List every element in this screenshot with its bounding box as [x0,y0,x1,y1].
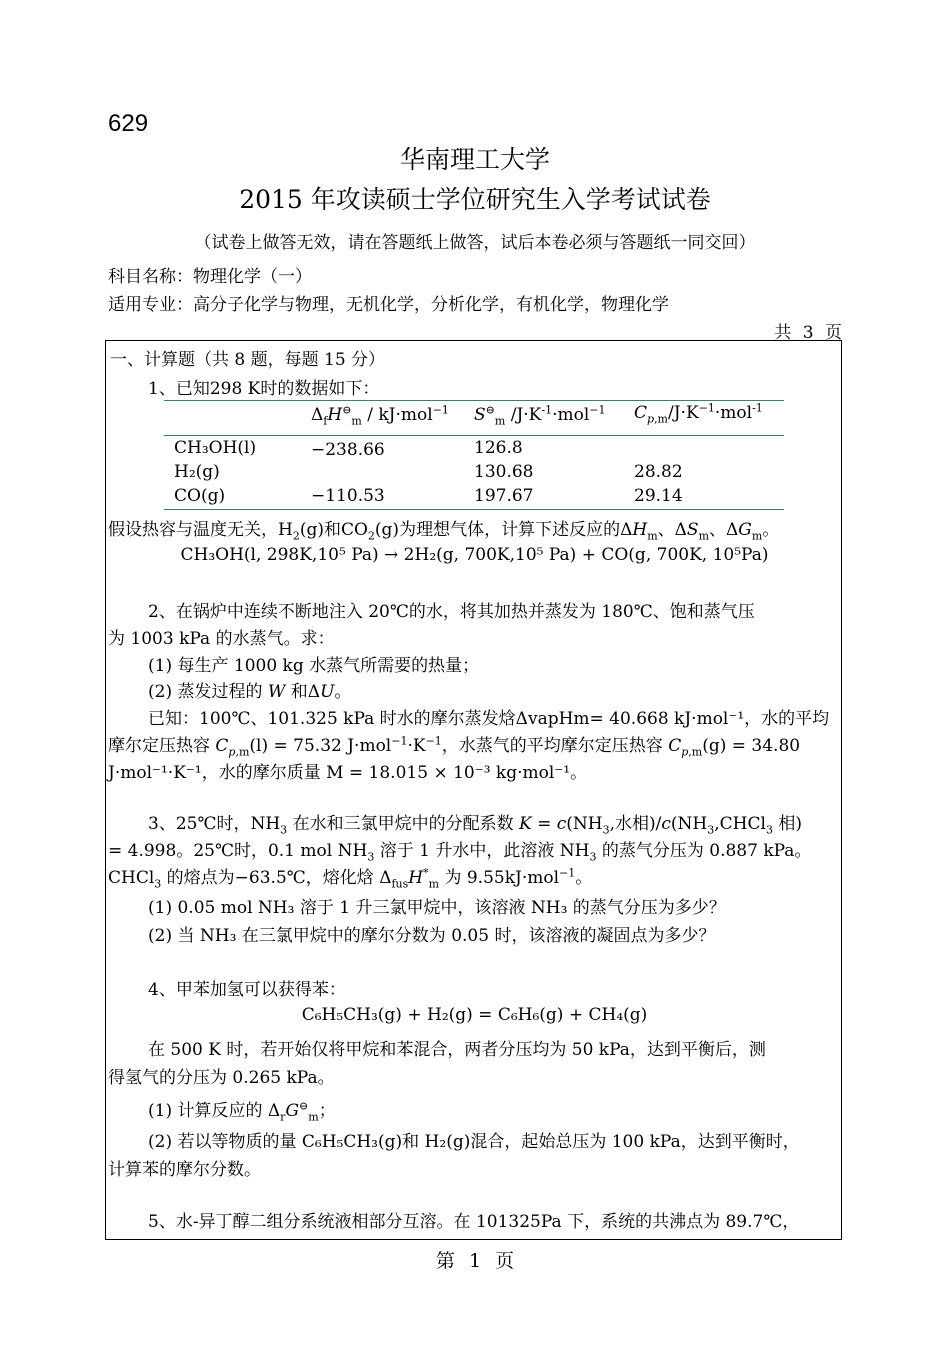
table-header-rule [164,435,784,436]
table-cell: CH₃OH(l) [174,438,257,458]
q4-subquestion: (2) 若以等物质的量 C₆H₅CH₃(g)和 H₂(g)混合，起始总压为 100 kPa，达到平衡时， [148,1132,800,1152]
applicable-majors: 适用专业：高分子化学与物理，无机化学，分析化学，有机化学，物理化学 [108,295,669,315]
q2-subquestion: (1) 每生产 1000 kg 水蒸气所需要的热量； [148,656,480,676]
q2-paragraph: 为 1003 kPa 的水蒸气。求： [108,629,335,649]
table-cell: 29.14 [634,486,683,506]
table-cell: CO(g) [174,486,226,506]
university-name: 华南理工大学 [399,145,550,174]
q2-subquestion: (2) 蒸发过程的 W 和ΔU。 [148,682,352,702]
q4-subquestion: (1) 计算反应的 $\Delta_rG^⊖_m$； [148,1099,336,1124]
table-cell: H₂(g) [174,462,220,482]
q3-subquestion: (2) 当 NH₃ 在三氯甲烷中的摩尔分数为 0.05 时，该溶液的凝固点为多少？ [148,926,716,946]
table-cell: 130.68 [474,462,534,482]
q2-paragraph: 2、在锅炉中连续不断地注入 20℃的水，将其加热并蒸发为 180℃、饱和蒸气压 [148,602,755,622]
subject-name: 科目名称：物理化学（一） [108,267,312,287]
table-bottom-rule [164,509,784,510]
q3-paragraph: 3、25℃时，$NH_3$ 在水和三氯甲烷中的分配系数 $K = c(NH_3$,水相)$/c(NH_3,CHCl_3$ 相) [148,814,802,837]
q2-given: J·mol⁻¹·K⁻¹，水的摩尔质量 M = 18.015 × 10⁻³ kg·mol⁻¹。 [108,763,588,783]
q1-intro: 1、已知298 K时的数据如下： [148,379,380,399]
question-box [105,340,842,1240]
table-cell: 126.8 [474,438,523,458]
table-cell: 197.67 [474,486,534,506]
q2-given: 已知：100℃、101.325 kPa 时水的摩尔蒸发焓ΔvapHm= 40.668 kJ·mol⁻¹，水的平均 [148,709,830,729]
total-pages: 共 3 页 [774,323,842,343]
q2-given: 摩尔定压热容 $C_{p,m}(l) = 75.32$ $J\cdot mol^{-1}\cdot K^{-1}$，水蒸气的平均摩尔定压热容 $C_{p,m}(g) = 34.80$ [108,734,801,759]
table-cell: −238.66 [311,440,385,460]
q3-subquestion: (1) 0.05 mol NH₃ 溶于 1 升三氯甲烷中，该溶液 NH₃ 的蒸气分压为多少？ [148,898,726,918]
col-header-enthalpy: $\Delta_fH^⊖_m / kJ\cdot mol^{-1}$ [311,403,449,428]
q3-paragraph: CHCl$_3$ 的熔点为−63.5℃，熔化焓 $\Delta_{fus}H^*_m$ 为 9.55kJ·mol$^{-1}$。 [108,866,593,891]
page-number: 第 1 页 [435,1250,515,1272]
col-header-heat-capacity: $C_{p,m}/J\cdot K^{-1}\cdot mol^{-1}$ [634,401,763,426]
q1-reaction: CH₃OH(l, 298K,10⁵ Pa) → 2H₂(g, 700K,10⁵ Pa) + CO(g, 700K, 10⁵Pa) [180,545,769,565]
q5-paragraph: 5、水-异丁醇二组分系统液相部分互溶。在 101325Pa 下，系统的共沸点为 89.7℃， [148,1212,800,1232]
col-header-entropy: $S^⊖_m$ $/J\cdot K^{-1}\cdot mol^{-1}$ [474,403,606,428]
table-top-rule [164,400,784,401]
q1-assumption: 假设热容与温度无关，$H_2(g)$和$CO_2(g)$为理想气体，计算下述反应的$\Delta H_m$、$\Delta S_m$、$\Delta G_m$。 [108,520,780,543]
q4-paragraph: 在 500 K 时，若开始仅将甲烷和苯混合，两者分压均为 50 kPa，达到平衡后，测 [148,1040,766,1060]
exam-note: （试卷上做答无效，请在答题纸上做答，试后本卷必须与答题纸一同交回） [194,233,756,253]
q4-subquestion: 计算苯的摩尔分数。 [108,1160,261,1180]
q4-paragraph: 得氢气的分压为 0.265 kPa。 [108,1068,335,1088]
exam-title: 2015 年攻读硕士学位研究生入学考试试卷 [239,185,711,214]
q3-paragraph: = 4.998。25℃时，0.1 mol $NH_3$ 溶于 1 升水中，此溶液 $NH_3$ 的蒸气分压为 0.887 kPa。 [108,841,812,864]
table-cell: 28.82 [634,462,683,482]
q4-intro: 4、甲苯加氢可以获得苯： [148,980,346,1000]
section-title: 一、计算题（共 8 题，每题 15 分） [110,350,386,370]
table-cell: −110.53 [311,486,385,506]
exam-code: 629 [108,110,149,137]
q4-reaction: C₆H₅CH₃(g) + H₂(g) = C₆H₆(g) + CH₄(g) [301,1005,648,1025]
